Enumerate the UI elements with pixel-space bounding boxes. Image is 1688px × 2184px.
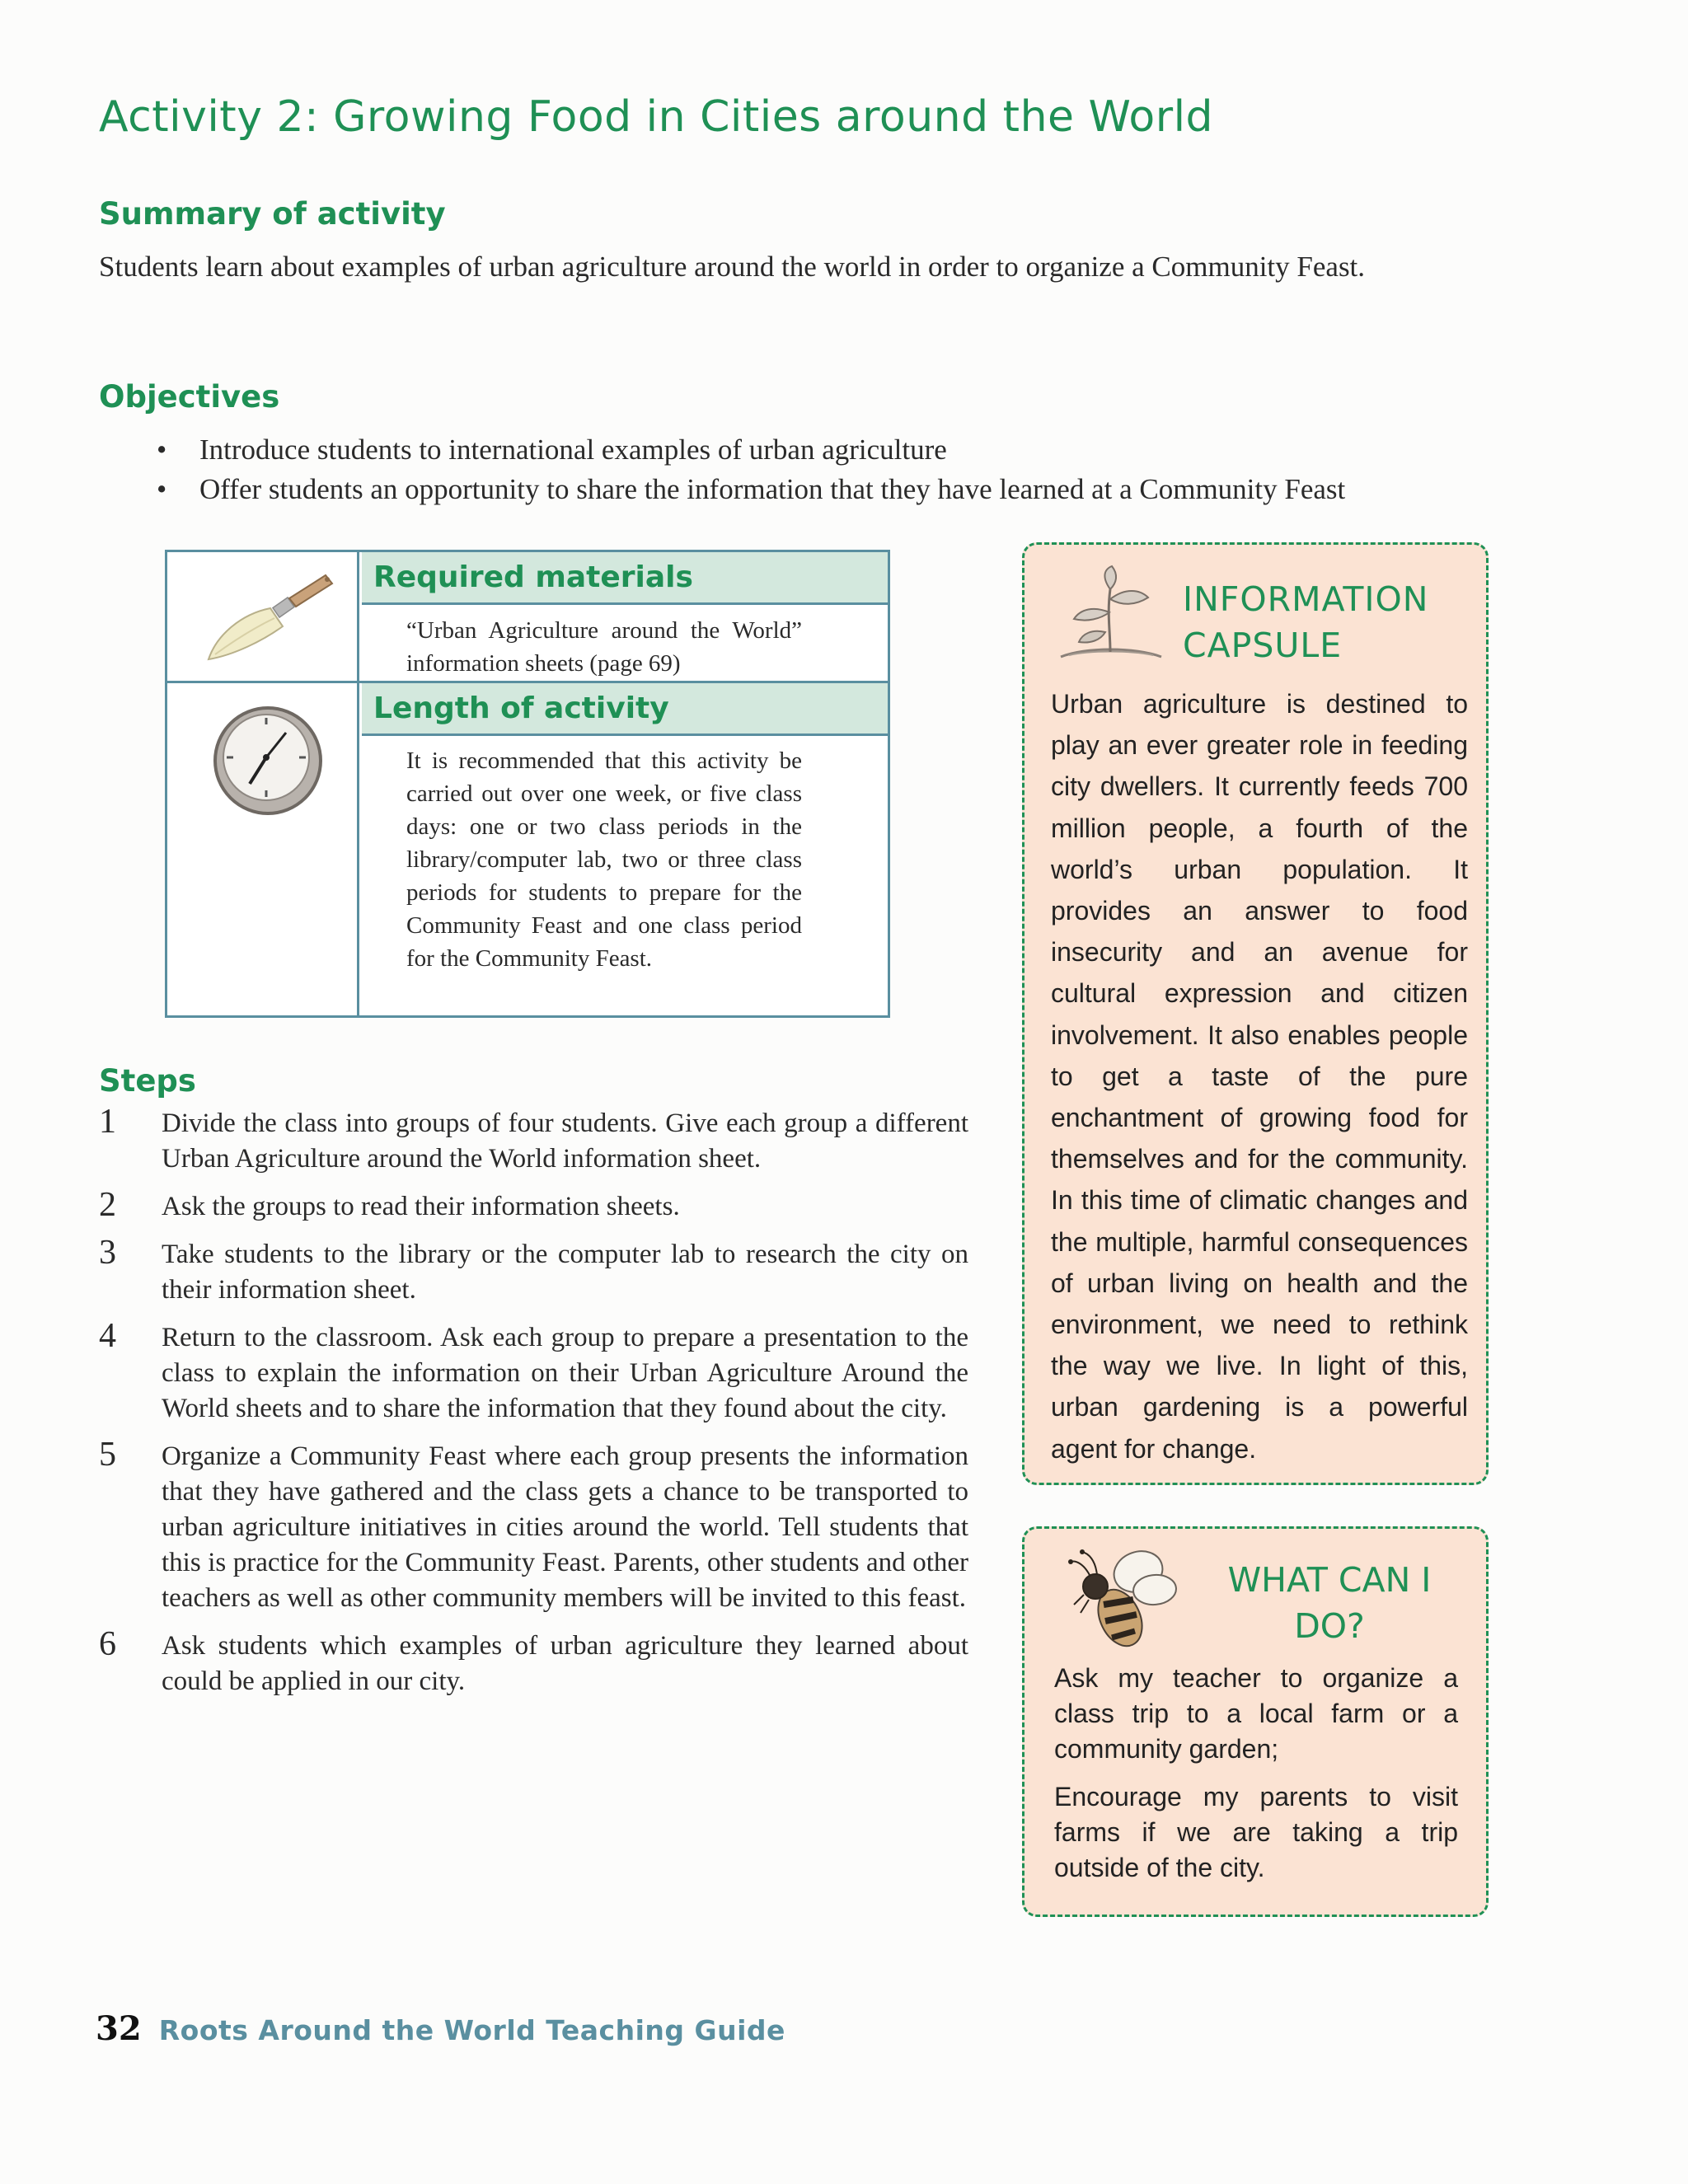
step-text: Organize a Community Feast where each group presents the information that they have gathered and the class gets a chance to be transported to urban agriculture initiatives in cities around the world. Tell students that this is practice for the Community Feast. Parents, other students and other teachers as well as other community members will be invited to this feast.: [162, 1441, 968, 1613]
what-can-i-do-item: Encourage my parents to visit farms if we are taking a trip outside of the city.: [1054, 1782, 1458, 1882]
step-item: [99, 1103, 968, 1177]
bullet: •: [157, 473, 167, 505]
steps-list: [99, 1103, 968, 1712]
step-number: 2: [99, 1186, 116, 1224]
required-materials-heading: Required materials: [362, 552, 888, 605]
information-capsule: [1022, 542, 1489, 1485]
objectives-heading: Objectives: [99, 379, 280, 415]
step-item: [99, 1436, 968, 1616]
objective-text: Introduce students to international examples of urban agriculture: [199, 434, 947, 466]
information-capsule-text: Urban agriculture is destined to play an ever greater role in feeding city dwellers. It currently feeds 700 million people, a fourth of the world’s urban population. It provides an answer to food insecurity and an avenue for cultural expression and citizen involvement. It also enables people to get a taste of the pure enchantment of growing food for themselves and for the community. In this time of climatic changes and the multiple, harmful consequences of urban living on health and the environment, we need to rethink the way we live. In light of this, urban gardening is a powerful agent for change.: [1051, 689, 1468, 1464]
objective-item: [157, 430, 1508, 470]
step-item: [99, 1186, 968, 1225]
step-number: 1: [99, 1103, 116, 1141]
step-text: Return to the classroom. Ask each group to prepare a presentation to the class to explain the information on their Urban Agriculture Around the World sheets and to share the information that they found about the city.: [162, 1323, 968, 1423]
bullet: •: [157, 434, 167, 466]
what-can-i-do-title: WHAT CAN I DO?: [1227, 1560, 1432, 1646]
summary-text: Students learn about examples of urban agriculture around the world in order to organize a Community Feast.: [99, 251, 1366, 283]
objective-item: [157, 470, 1508, 509]
required-materials-text: “Urban Agriculture around the World” information sheets (page 69): [406, 617, 802, 677]
information-capsule-title: INFORMATION CAPSULE: [1183, 579, 1429, 665]
guide-title: Roots Around the World Teaching Guide: [158, 2014, 785, 2046]
summary-heading: Summary of activity: [99, 196, 446, 232]
step-item: [99, 1625, 968, 1699]
length-of-activity-text: It is recommended that this activity be carried out over one week, or five class days: one or two class periods in the library/computer lab, two or three class periods for students to prepare for the Community Feast and one class period for the Community Feast.: [406, 748, 802, 972]
trowel-icon: [192, 569, 340, 668]
bee-icon: [1062, 1542, 1186, 1657]
objectives-list: [157, 430, 1508, 509]
length-of-activity-heading: Length of activity: [362, 683, 888, 736]
materials-table: [165, 550, 890, 1018]
step-item: [99, 1234, 968, 1308]
step-number: 3: [99, 1234, 116, 1272]
objective-text: Offer students an opportunity to share the information that they have learned at a Community Feast: [199, 473, 1346, 505]
clock-icon: [210, 703, 326, 818]
step-text: Ask the groups to read their information sheets.: [162, 1192, 680, 1221]
what-can-i-do-item: Ask my teacher to organize a class trip to a local farm or a community garden;: [1054, 1663, 1458, 1764]
step-text: Ask students which examples of urban agriculture they learned about could be applied in our city.: [162, 1631, 968, 1696]
what-can-i-do-box: [1022, 1526, 1489, 1917]
page-number: 32: [96, 2009, 142, 2048]
icon-column: [167, 552, 359, 1015]
step-item: [99, 1317, 968, 1427]
page-footer: [96, 2009, 785, 2048]
step-number: 5: [99, 1436, 116, 1474]
what-can-i-do-list: [1054, 1661, 1458, 1898]
step-number: 4: [99, 1317, 116, 1355]
step-text: Divide the class into groups of four students. Give each group a different Urban Agriculture around the World information sheet.: [162, 1108, 968, 1174]
sprout-icon: [1053, 565, 1168, 663]
page-title: Activity 2: Growing Food in Cities around the World: [99, 92, 1214, 142]
steps-heading: Steps: [99, 1063, 196, 1099]
step-text: Take students to the library or the computer lab to research the city on their information sheet.: [162, 1240, 968, 1305]
step-number: 6: [99, 1625, 116, 1663]
